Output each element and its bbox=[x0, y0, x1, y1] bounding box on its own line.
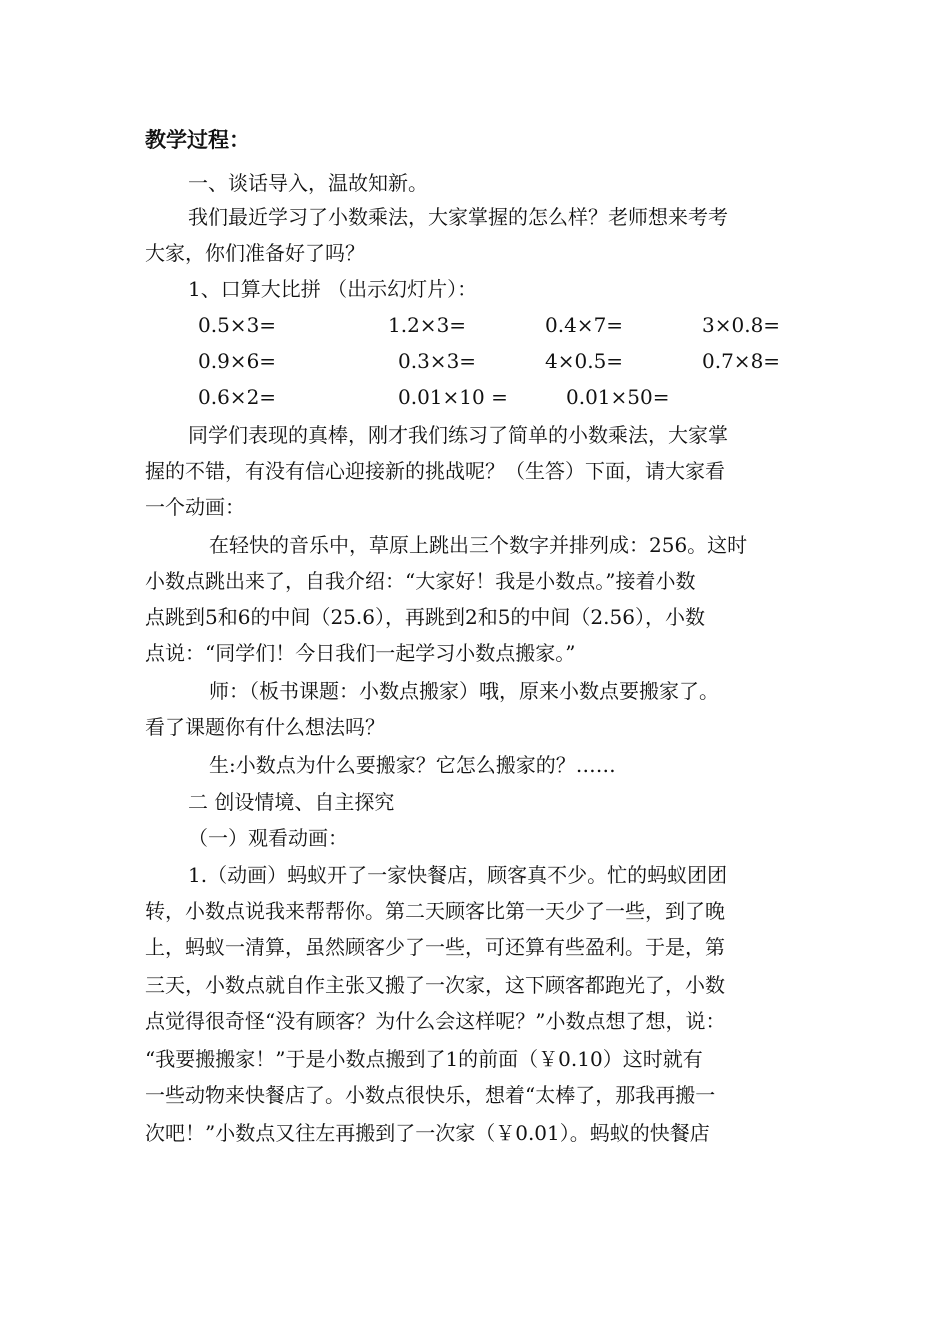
paragraph-line: 大家，你们准备好了吗？ bbox=[145, 241, 365, 265]
paragraph-line: 点觉得很奇怪“没有顾客？为什么会这样呢？”小数点想了想，说： bbox=[145, 1009, 726, 1033]
exercise-item: 0.4×7= bbox=[545, 313, 624, 337]
paragraph-line: 三天，小数点就自作主张又搬了一次家，这下顾客都跑光了，小数 bbox=[145, 973, 725, 997]
paragraph-line: 点说：“同学们！今日我们一起学习小数点搬家。” bbox=[145, 641, 576, 665]
paragraph-line: 1、口算大比拼 （出示幻灯片）： bbox=[188, 277, 478, 301]
paragraph-line: 一、谈话导入，温故知新。 bbox=[188, 171, 428, 195]
section-heading: 教学过程： bbox=[145, 127, 250, 152]
exercise-item: 0.9×6= bbox=[198, 349, 277, 373]
paragraph-line: 我们最近学习了小数乘法，大家掌握的怎么样？老师想来考考 bbox=[188, 205, 728, 229]
paragraph-line: 同学们表现的真棒，刚才我们练习了简单的小数乘法，大家掌 bbox=[188, 423, 728, 447]
paragraph-line: 小数点跳出来了，自我介绍：“大家好！我是小数点。”接着小数 bbox=[145, 569, 696, 593]
paragraph-line: 次吧！”小数点又往左再搬到了一次家（￥0.01）。蚂蚁的快餐店 bbox=[145, 1121, 710, 1145]
subsection-heading: （一）观看动画： bbox=[188, 826, 348, 850]
exercise-item: 3×0.8= bbox=[702, 313, 781, 337]
exercise-item: 1.2×3= bbox=[388, 313, 467, 337]
exercise-item: 0.3×3= bbox=[398, 349, 477, 373]
paragraph-line: 上，蚂蚁一清算，虽然顾客少了一些，可还算有些盈利。于是，第 bbox=[145, 935, 725, 959]
exercise-item: 0.6×2= bbox=[198, 385, 277, 409]
subsection-heading: 二 创设情境、自主探究 bbox=[188, 790, 395, 814]
paragraph-line: 握的不错，有没有信心迎接新的挑战呢？（生答）下面，请大家看 bbox=[145, 459, 725, 483]
exercise-item: 0.5×3= bbox=[198, 313, 277, 337]
paragraph-line: 师：（板书课题：小数点搬家）哦，原来小数点要搬家了。 bbox=[209, 679, 719, 703]
paragraph-line: “我要搬搬家！”于是小数点搬到了1的前面（￥0.10）这时就有 bbox=[145, 1047, 703, 1071]
paragraph-line: 看了课题你有什么想法吗？ bbox=[145, 715, 385, 739]
paragraph-line: 生:小数点为什么要搬家？它怎么搬家的？…… bbox=[209, 753, 616, 777]
paragraph-line: 转，小数点说我来帮帮你。第二天顾客比第一天少了一些，到了晚 bbox=[145, 899, 725, 923]
exercise-item: 0.7×8= bbox=[702, 349, 781, 373]
paragraph-line: 一些动物来快餐店了。小数点很快乐，想着“太棒了，那我再搬一 bbox=[145, 1083, 716, 1107]
paragraph-line: 一个动画： bbox=[145, 495, 245, 519]
exercise-item: 0.01×50= bbox=[566, 385, 670, 409]
paragraph-line: 在轻快的音乐中，草原上跳出三个数字并排列成：256。这时 bbox=[209, 533, 748, 557]
paragraph-line: 点跳到5和6的中间（25.6），再跳到2和5的中间（2.56），小数 bbox=[145, 605, 705, 629]
paragraph-line: 1.（动画）蚂蚁开了一家快餐店，顾客真不少。忙的蚂蚁团团 bbox=[188, 863, 728, 887]
exercise-item: 4×0.5= bbox=[545, 349, 624, 373]
exercise-item: 0.01×10 = bbox=[398, 385, 508, 409]
